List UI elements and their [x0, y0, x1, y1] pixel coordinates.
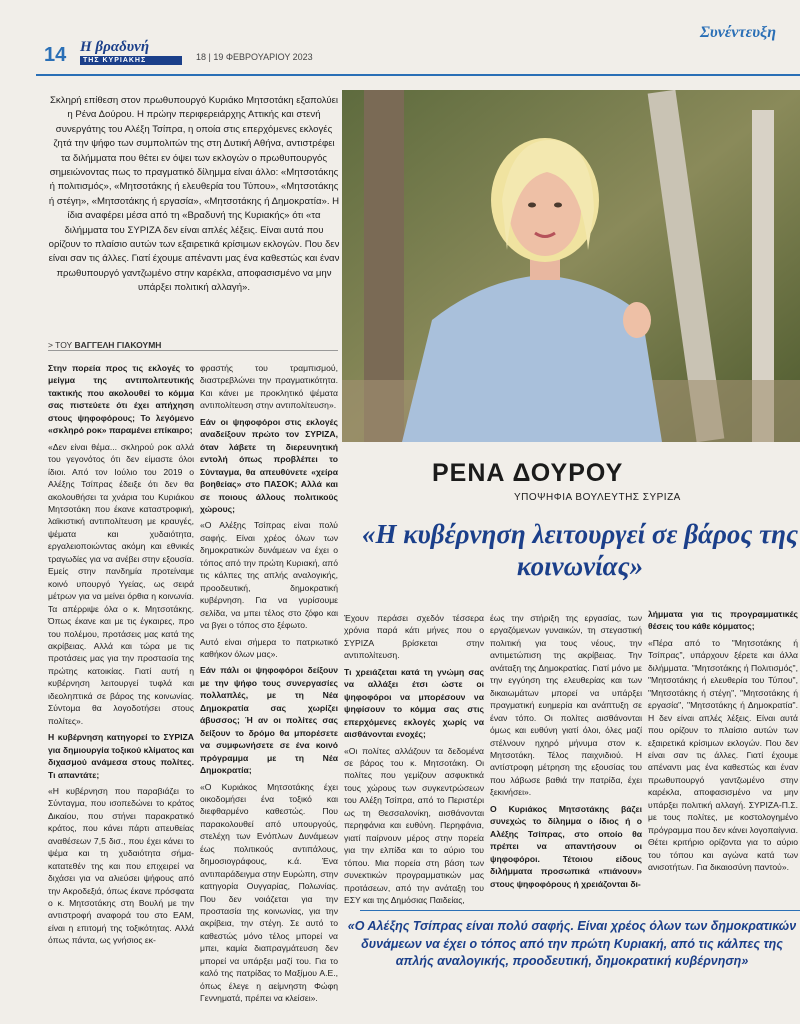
question-paragraph: Εάν πάλι οι ψηφοφόροι δείξουν με την ψήφο τους συνεργασίες πολλαπλές, με τη Νέα Δημοκρατία σας χωρίζει άβυσσος; Ή αν οι πολίτες σας δείξουν το δρόμο θα μπορέσετε να συμφωνήσετε σε ένα κοινό πρόγραμμα με τη Νέα Δημοκρατία; — [200, 665, 338, 776]
question-paragraph: Η κυβέρνηση κατηγορεί το ΣΥΡΙΖΑ για δημιουργία τοξικού κλίματος και διχασμού ανάμεσα στους πολίτες. Τι απαντάτε; — [48, 732, 194, 780]
question-paragraph: Τι χρειάζεται κατά τη γνώμη σας να αλλάξει έτσι ώστε οι ψηφοφόροι να μπορέσουν να ψηφίσουν το κόμμα σας στις επερχόμενες εκλογές χωρίς να αισθάνονται ενοχές; — [344, 666, 484, 740]
page-number: 14 — [44, 44, 67, 66]
answer-paragraph: «Οι πολίτες αλλάζουν τα δεδομένα σε βάρος του κ. Μητσοτάκη. Οι πολίτες που γεμίζουν ασφυκτικά τους χώρους των συγκεντρώσεων του Αλέξη Τσίπρα, από το Περιστέρι ως τη Θεσσαλονίκη, αισθάνονται περηφάνια και ευθύνη. Περηφάνια, γιατί παίρνουν μέρος στην πορεία για την ελπίδα και το αύριο του τόπου. Μια πορεία στη βάση των συνεκτικών προγραμματικών μας προτάσεων, από την ανάταξη του ΕΣΥ και της Δημόσιας Παιδείας, — [344, 745, 484, 905]
column-4 — [490, 612, 642, 894]
masthead-name: Η βραδυνή — [80, 39, 150, 55]
interviewee-name: ΡΕΝΑ ΔΟΥΡΟΥ — [432, 459, 624, 487]
portrait-photo — [342, 90, 800, 442]
masthead-sub: ΤΗΣ ΚΥΡΙΑΚΗΣ — [80, 56, 182, 65]
column-3 — [344, 612, 484, 910]
question-paragraph: Στην πορεία προς τις εκλογές το μείγμα της αντιπολιτευτικής τακτικής που ακολουθεί το κόμμα σας πιστεύετε ότι έχει απήχηση στους ψηφοφόρους; Το λεγόμενο «σκληρό ροκ» παραμένει επίκαιρο; — [48, 363, 194, 436]
answer-paragraph: «Η κυβέρνηση που παραβιάζει το Σύνταγμα, που ισοπεδώνει το κράτος Δικαίου, που στήνει παρακρατικό κράτος, που κάνει πάρτι απευθείας αναθέσεων 7,5 δισ., που έχει κάνει το ψέμα και τη χυδαιότητα σήμα-κατατεθέν της και που επιχειρεί να διχάσει για να αλιεύσει ψήφους από την Ακροδεξιά, όπως έκανε πρόσφατα ο κ. Μητσοτάκης στη Βουλή με την αντιστροφή αναφορά του στο ΕΑΜ, είναι η επιτομή της τοξικότητας. Αλλά όπως πάντα, ως γνήσιος εκ- — [48, 785, 194, 946]
question-paragraph: λήμματα για τις προγραμματικές θέσεις του κάθε κόμματος; — [648, 609, 798, 632]
answer-paragraph: «Δεν είναι θέμα... σκληρού ροκ αλλά του γεγονότος ότι δεν είμαστε όλοι ίδιοι. Από τον Ιούλιο του 2019 ο Αλέξης Τσίπρας έδειξε ότι δεν θα ακολουθήσει τα χνάρια του Κυριάκου Μητσοτάκη που έκανε καταστροφική, λαϊκιστική αντιπολίτευση με κραυγές, ψέματα και χυδαιότητα, εργαλειοποιώντας ακόμη και εθνικές τραγωδίες για να ανέβει στην εξουσία. Εμείς στην πανδημία προτείναμε κοινό υπουργό Υγείας, ως σειρά μέτρων για να μείνει όρθια η κοινωνία. Τα απέρριψε όλα ο κ. Μητσοτάκης. Όπως έκανε και με τις έγκαιρες, προ του πολέμου, προτάσεις μας κατά της ακρίβειας. Αλλά και τώρα με τις προτάσεις μας για την προστασία της πρώτης κατοικίας. Γιατί αυτή η κυβέρνηση λειτουργεί τυφλά και ιδεοληπτικά σε βάρος της κοινωνίας. Σύντομα θα λογοδοτήσει στους πολίτες». — [48, 441, 194, 726]
column-2 — [200, 362, 338, 1009]
column-5 — [648, 608, 798, 878]
portrait-illustration — [342, 90, 800, 442]
byline-author: ΒΑΓΓΕΛΗ ΓΙΑΚΟΥΜΗ — [74, 340, 162, 350]
masthead-logo — [80, 40, 188, 66]
answer-paragraph: «Ο Αλέξης Τσίπρας είναι πολύ σαφής. Είναι χρέος όλων των δημοκρατικών δυνάμεων να έχει ο τόπος από την πρώτη Κυριακή, από τις κάλπες της απλής αναλογικής, προοδευτική, δημοκρατική κυβέρνηση. Για να γυρίσουμε σελίδα, να μπει τέλος στο ζόφο και να βγει ο τόπος στο ξέφωτο. — [200, 520, 338, 631]
pull-quote: «Ο Αλέξης Τσίπρας είναι πολύ σαφής. Είναι χρέος όλων των δημοκρατικών δυνάμεων να έχει ο τόπος από την πρώτη Κυριακή, από τις κάλπες της απλής αναλογικής, προοδευτική, δημοκρατική κυβέρνηση» — [347, 919, 797, 968]
interviewee-role: ΥΠΟΨΗΦΙΑ ΒΟΥΛΕΥΤΗΣ ΣΥΡΙΖΑ — [514, 492, 681, 503]
headline: «Η κυβέρνηση λειτουργεί σε βάρος της κοινωνίας» — [361, 519, 799, 582]
byline — [48, 340, 161, 350]
answer-paragraph: Αυτό είναι σήμερα το πατριωτικό καθήκον όλων μας». — [200, 636, 338, 659]
intro-text: Σκληρή επίθεση στον πρωθυπουργό Κυριάκο Μητσοτάκη εξαπολύει η Ρένα Δούρου. Η πρώην περιφερειάρχης Αττικής και στενή συνεργάτης του Αλέξη Τσίπρα, η οποία στις επερχόμενες εκλογές ζητά την ψήφο των συμπολιτών της στη Δυτική Αθήνα, αντιστρέφει τα διλήμματα που θέτει εν όψει των εκλογών ο πρωθυπουργός σημειώνοντας πως το πραγματικό δίλημμα είναι άλλο: «Μητσοτάκης ή πολιτισμός», «Μητσοτάκης ή ελευθερία του Τύπου», «Μητσοτάκης ή στέγη», «Μητσοτάκης ή εργασία», «Μητσοτάκης ή Δημοκρατία». Η ίδια αναφέρει μέσα από τη «Βραδυνή της Κυριακής» ότι «τα διλήμματα του ΣΥΡΙΖΑ δεν είναι απλές λέξεις. Είναι αυτά που ορίζουν το πλαίσιο αυτών των εξαιρετικά κρίσιμων εκλογών. Που δεν είναι σαν τις άλλες. Γιατί έχουμε απέναντι μας ένα καθεστώς και έναν πρωθυπουργό γαντζωμένο στην καρέκλα, αποφασισμένο να μην υπάρξει πολιτική αλλαγή». — [48, 95, 340, 294]
answer-paragraph: «Πέρα από το "Μητσοτάκης ή Τσίπρας", υπάρχουν ξέρετε και άλλα διλήμματα. "Μητσοτάκης ή Πολιτισμός", "Μητσοτάκης ή ελευθερία του Τύπου", "Μητσοτάκης ή στέγη", "Μητσοτάκης ή εργασία", "Μητσοτάκης ή Δημοκρατία". Η δεν είναι απλές λέξεις. Είναι αυτά που ορίζουν το πλαίσιο αυτών των εξαιρετικά κρίσιμων εκλογών. Που δεν είναι σαν τις άλλες. Γιατί έχουμε απέναντι μας ένα καθεστώς και έναν πρωθυπουργό γαντζωμένο στην καρέκλα, αποφασισμένο να μην υπάρξει πολιτική αλλαγή. ΣΥΡΙΖΑ-Π.Σ. με τους πολίτες, με κοστολογημένο πρόγραμμα που δεν κάνει λογοπαίγνια. Θέτει κριτήριο ορίζοντα για το αύριο του τόπου και αγώνα κατά των ανισοτήτων. Για δικαιοσύνη παντού». — [648, 637, 798, 873]
byline-prefix: > ΤΟΥ — [48, 340, 73, 350]
column-1 — [48, 362, 194, 951]
answer-paragraph: έως την στήριξη της εργασίας, των εργαζόμενων γυναικών, τη στεγαστική πολιτική για τους νέους, την αντιμετώπιση της ακρίβειας. Την ανάταξη της Δημοκρατίας. Γιατί μόνο με την εγγύηση της ελευθερίας και των δικαιωμάτων μπορεί να υπάρξει πραγματική ευημερία και ανάπτυξη σε έναν τόπο. Οι πολίτες αισθάνονται όμως και ευθύνη γιατί όλοι, όλες μαζί στέλνουν ηχηρό μήνυμα στον κ. Μητσοτάκη. Τέλος παιχνιδιού. Η αντίστροφη μέτρηση της εξουσίας του που λάβωσε βαθιά την πατρίδα, έχει ξεκινήσει». — [490, 613, 642, 798]
answer-paragraph: «Ο Κυριάκος Μητσοτάκης έχει οικοδομήσει ένα τοξικό και διεφθαρμένο καθεστώς. Που παρακολουθεί από υπουργούς, στελέχη των Ενόπλων Δυνάμεων έως πολιτικούς αντιπάλους, δημοσιογράφους, κ.ά. Ένα αντιπαράδειγμα στην Ευρώπη, στην κατηγορία Ουγγαρίας, Πολωνίας. Που δεν νοιάζεται για την προστασία της κοινωνίας, για την ακρίβεια, την στέγη. Σε αυτό το καθεστώς μόνο τέλος μπορεί να μπει, καμία διαπραγμάτευση δεν μπορεί να υπάρξει μαζί του. Για το καλό της πατρίδας το Μαξίμου Α.Ε., όπως έλεγε η αείμνηστη Φώφη Γεννηματά, πρέπει να κλείσει». — [200, 781, 338, 1004]
answer-paragraph: Έχουν περάσει σχεδόν τέσσερα χρόνια παρά κάτι μήνες που ο ΣΥΡΙΖΑ βρίσκεται στην αντιπολίτευση. — [344, 613, 484, 661]
question-paragraph: Ο Κυριάκος Μητσοτάκης βάζει συνεχώς το δίλημμα ο ίδιος ή ο Αλέξης Τσίπρας, στο οποίο θα πρέπει να απαντήσουν οι ψηφοφόροι. Τέτοιου είδους διλήμματα προσωπικά «πιάνουν» στους ψηφοφόρους ή χρειάζονται δι- — [490, 803, 642, 889]
page-header — [36, 24, 800, 76]
answer-paragraph: φραστής του τραμπισμού, διαστρεβλώνει την πραγματικότητα. Και κάνει με προκλητικό ψέματα αντιπολίτευση στην αντιπολίτευση». — [200, 363, 338, 411]
issue-date: 18 | 19 ΦΕΒΡΟΥΑΡΙΟΥ 2023 — [196, 52, 313, 62]
section-label: Συνέντευξη — [696, 24, 780, 42]
pull-quote-rule — [360, 910, 800, 911]
byline-divider — [48, 350, 338, 351]
question-paragraph: Εάν οι ψηφοφόροι στις εκλογές αναδείξουν πρώτο τον ΣΥΡΙΖΑ, όταν λάβετε τη διερευνητική εντολή όπως προβλέπει το Σύνταγμα, θα απευθύνετε «χείρα βοηθείας» στο ΠΑΣΟΚ; Αλλά και σε ποιους άλλους πολιτικούς χώρους; — [200, 416, 338, 514]
